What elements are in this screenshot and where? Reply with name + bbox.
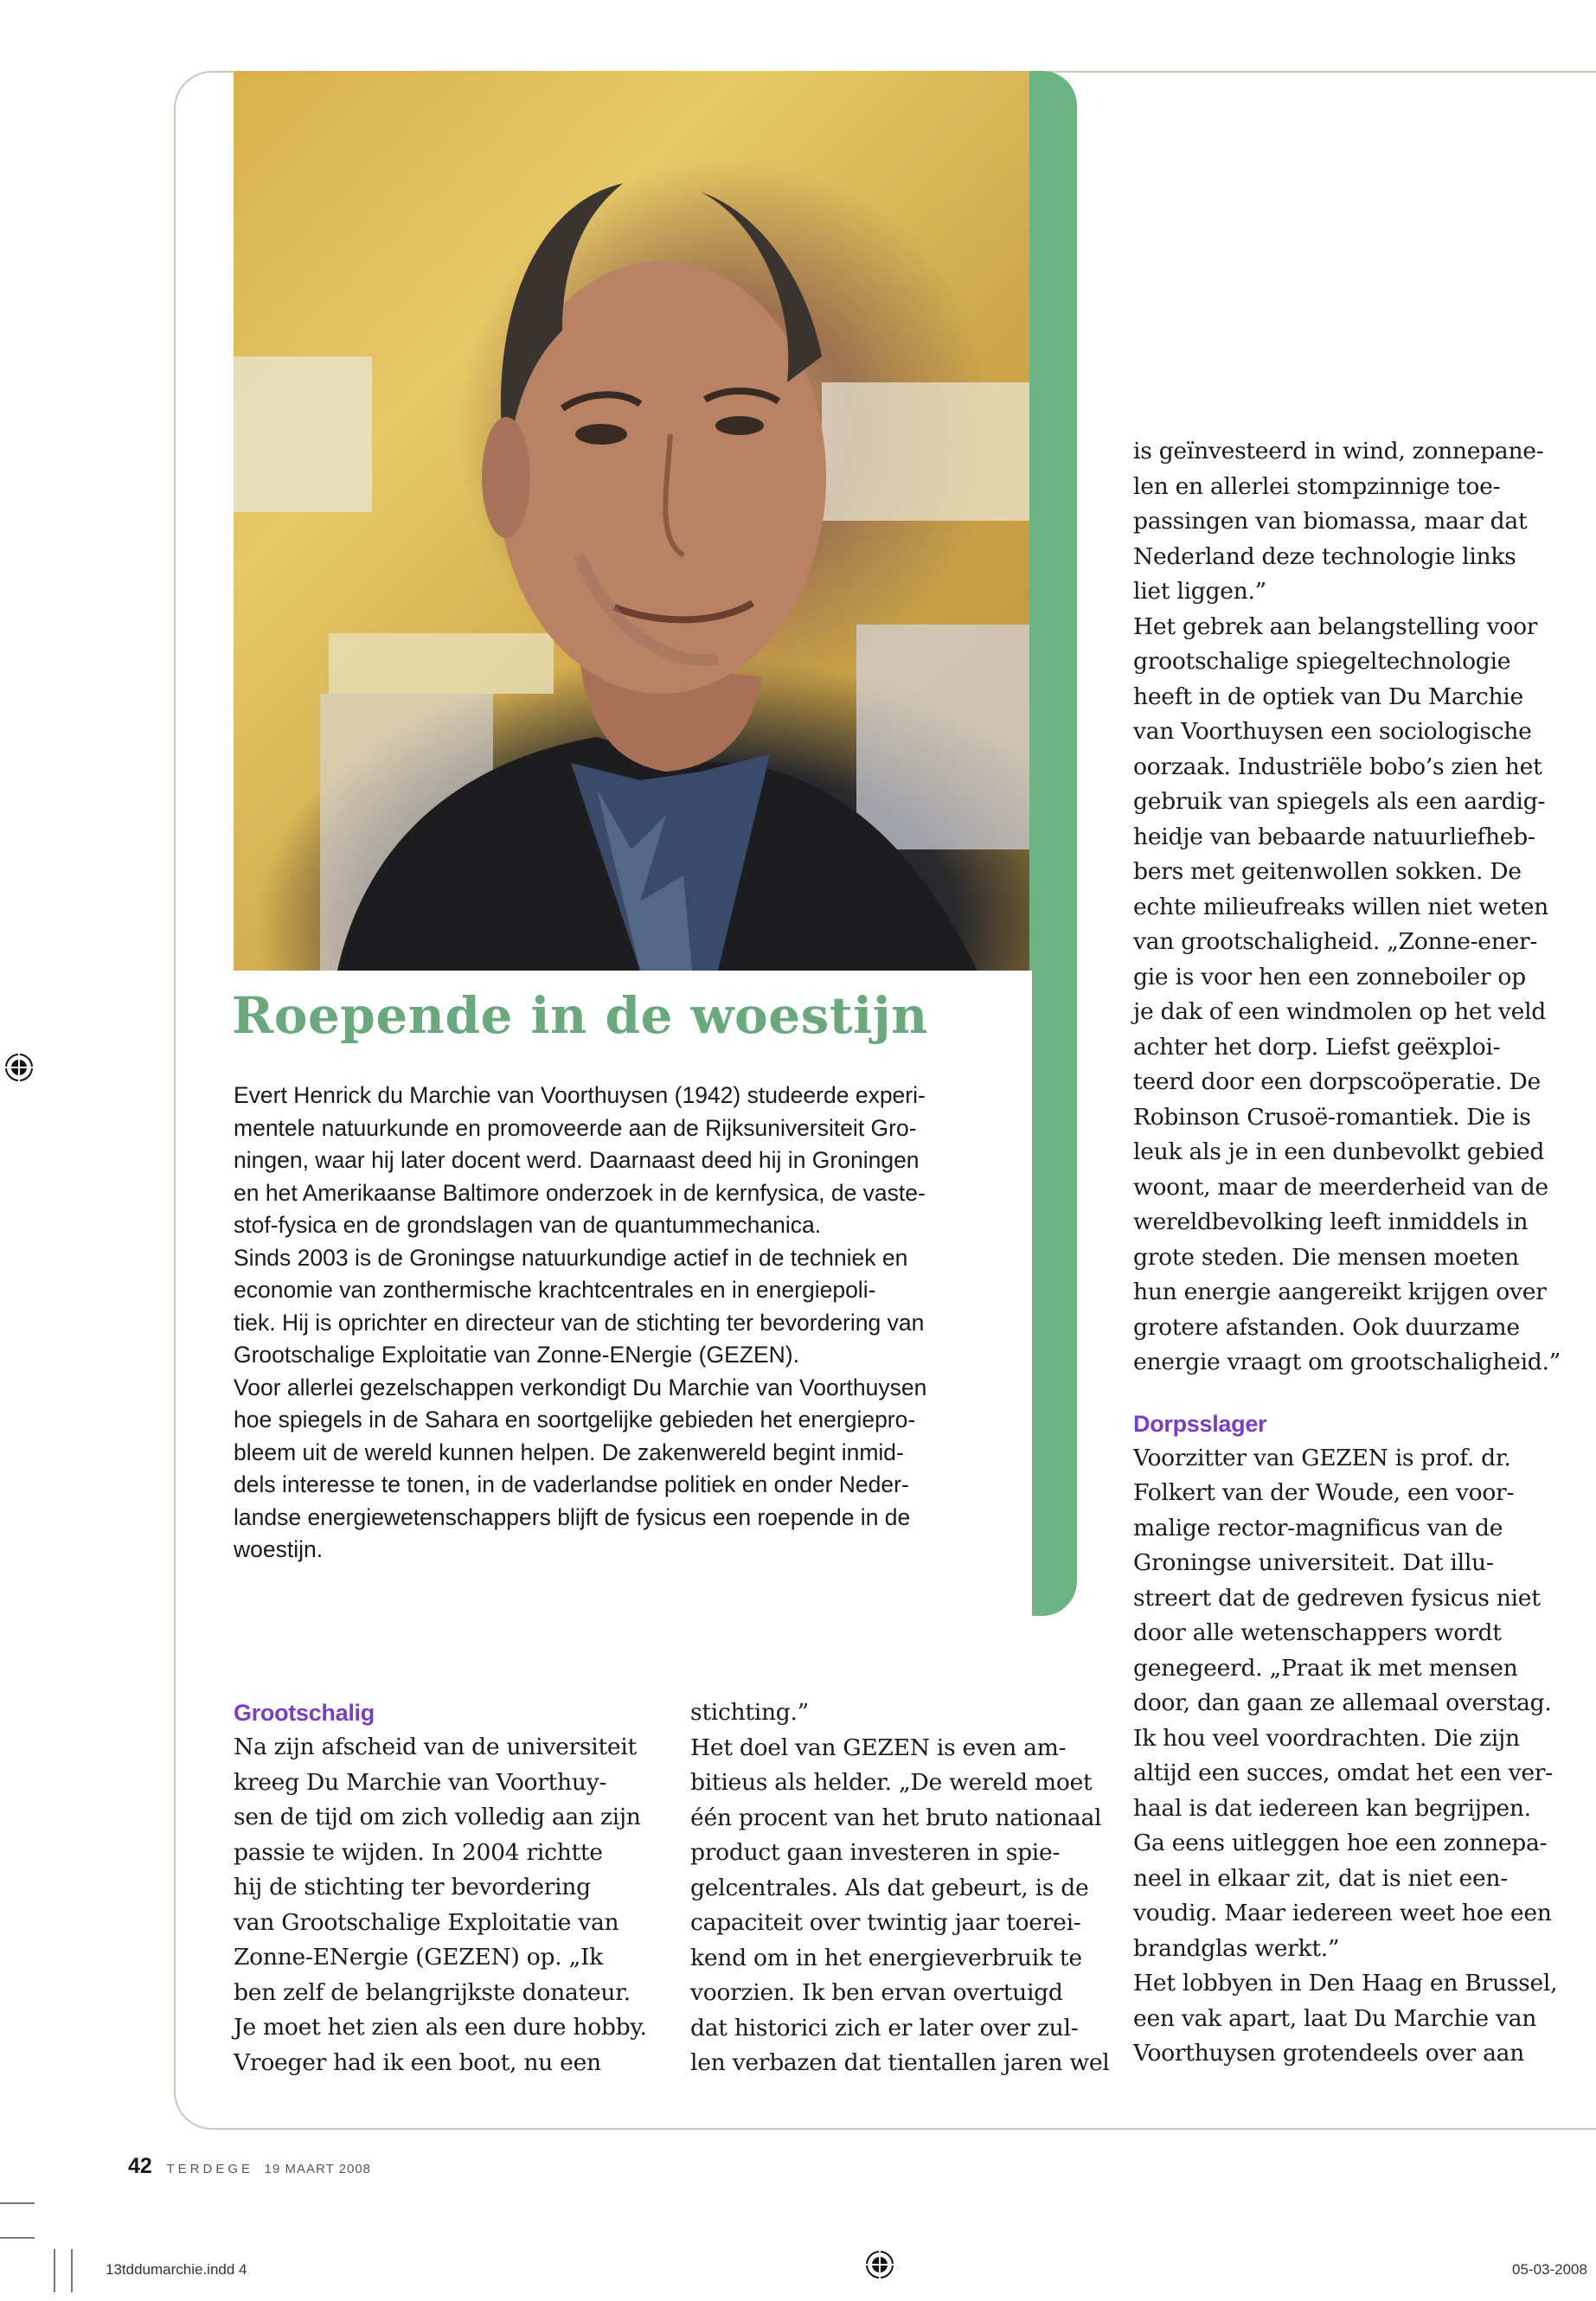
- body-line: stichting.”: [690, 1699, 809, 1726]
- body-line: Zonne-ENergie (GEZEN) op. „Ik: [234, 1944, 603, 1971]
- body-line: Ga eens uitleggen hoe een zonnepa-: [1133, 1830, 1548, 1856]
- subhead-dorpsslager: Dorpsslager: [1133, 1410, 1267, 1437]
- body-line: van Grootschalige Exploitatie van: [234, 1908, 619, 1936]
- intro-line: economie van zonthermische krachtcentrales en in energiepoli-: [234, 1277, 876, 1303]
- body-line: Folkert van der Woude, een voor-: [1133, 1479, 1515, 1506]
- slug-date: 05-03-2008: [1512, 2261, 1587, 2278]
- body-line: gie is voor hen een zonneboiler op: [1133, 963, 1526, 990]
- intro-line: Evert Henrick du Marchie van Voorthuysen (1942) studeerde experi-: [234, 1082, 926, 1108]
- intro-line: woestijn.: [234, 1536, 324, 1562]
- crop-mark: [54, 2249, 55, 2292]
- body-line: dat historici zich er later over zul-: [690, 2014, 1079, 2041]
- slug-filename: 13tddumarchie.indd 4: [106, 2261, 247, 2278]
- body-line: Groningse universiteit. Dat illu-: [1133, 1549, 1494, 1576]
- body-line: len verbazen dat tientallen jaren wel: [690, 2049, 1110, 2076]
- intro-line: en het Amerikaanse Baltimore onderzoek in de kernfysica, de vaste-: [234, 1179, 926, 1206]
- body-line: Nederland deze technologie links: [1133, 542, 1516, 570]
- body-line: je dak of een windmolen op het veld: [1133, 998, 1547, 1025]
- body-line: passingen van biomassa, maar dat: [1133, 508, 1528, 535]
- body-line: grotere afstanden. Ook duurzame: [1133, 1313, 1520, 1341]
- subhead-grootschalig: Grootschalig: [234, 1700, 375, 1726]
- body-line: achter het dorp. Liefst geëxploi-: [1133, 1033, 1501, 1061]
- body-line: van Voorthuysen een sociologische: [1133, 718, 1532, 745]
- body-line: altijd een succes, omdat het een ver-: [1133, 1759, 1553, 1786]
- body-line: Voorzitter van GEZEN is prof. dr.: [1133, 1444, 1511, 1471]
- body-line: teerd door een dorpscoöperatie. De: [1133, 1068, 1541, 1095]
- article-intro: [234, 1080, 995, 1567]
- intro-line: stof-fysica en de grondslagen van de quantummechanica.: [234, 1212, 822, 1238]
- column-middle: [690, 1695, 1140, 2081]
- intro-line: Voor allerlei gezelschappen verkondigt Du Marchie van Voorthuysen: [234, 1374, 927, 1400]
- body-line: Robinson Crusoë-romantiek. Die is: [1133, 1103, 1531, 1131]
- crop-mark: [0, 2237, 35, 2239]
- body-line: bers met geitenwollen sokken. De: [1133, 858, 1522, 885]
- body-line: genegeerd. „Praat ik met mensen: [1133, 1654, 1518, 1682]
- body-line: malige rector-magnificus van de: [1133, 1514, 1503, 1541]
- body-line: door, dan gaan ze allemaal overstag.: [1133, 1689, 1552, 1716]
- body-line: energie vraagt om grootschaligheid.”: [1133, 1349, 1561, 1375]
- body-line: Ik hou veel voordrachten. Die zijn: [1133, 1724, 1520, 1752]
- page-number: 42: [128, 2154, 152, 2178]
- body-line: is geïnvesteerd in wind, zonnepane-: [1133, 438, 1544, 465]
- body-line: echte milieufreaks willen niet weten: [1133, 893, 1548, 920]
- intro-line: tiek. Hij is oprichter en directeur van de stichting ter bevordering van: [234, 1309, 925, 1336]
- intro-line: Grootschalige Exploitatie van Zonne-ENergie (GEZEN).: [234, 1342, 799, 1368]
- body-line: hij de stichting ter bevordering: [234, 1874, 591, 1900]
- intro-line: dels interesse te tonen, in de vaderlandse politiek en onder Neder-: [234, 1471, 909, 1497]
- body-line: wereldbevolking leeft inmiddels in: [1133, 1208, 1529, 1235]
- body-line: Je moet het zien als een dure hobby.: [234, 2014, 647, 2041]
- magazine-name: TERDEGE: [166, 2162, 253, 2176]
- column-right: [1133, 434, 1592, 2072]
- body-line: een vak apart, laat Du Marchie van: [1133, 2004, 1537, 2032]
- body-line: Het lobbyen in Den Haag en Brussel,: [1133, 1970, 1558, 1997]
- body-line: neel in elkaar zit, dat is niet een-: [1133, 1864, 1508, 1892]
- intro-line: Sinds 2003 is de Groningse natuurkundige actief in de techniek en: [234, 1244, 908, 1271]
- body-line: Het gebrek aan belangstelling voor: [1133, 612, 1538, 640]
- body-line: heidje van bebaarde natuurliefheb-: [1133, 823, 1535, 850]
- registration-mark-icon: [864, 2249, 895, 2280]
- page-footer: [128, 2154, 371, 2179]
- column-left: [234, 1695, 683, 2080]
- body-line: capaciteit over twintig jaar toerei-: [690, 1909, 1081, 1936]
- intro-line: mentele natuurkunde en promoveerde aan de Rijksuniversiteit Gro-: [234, 1114, 917, 1141]
- body-line: grootschalige spiegeltechnologie: [1133, 648, 1511, 675]
- body-line: oorzaak. Industriële bobo’s zien het: [1133, 753, 1542, 780]
- body-line: één procent van het bruto nationaal: [690, 1804, 1102, 1831]
- body-line: woont, maar de meerderheid van de: [1133, 1173, 1548, 1201]
- body-line: product gaan investeren in spie-: [690, 1839, 1061, 1866]
- intro-line: hoe spiegels in de Sahara en soortgelijke gebieden het energiepro-: [234, 1407, 916, 1433]
- body-line: Vroeger had ik een boot, nu een: [234, 2048, 601, 2076]
- article-headline: Roepende in de woestijn: [232, 986, 928, 1045]
- body-line: sen de tijd om zich volledig aan zijn: [234, 1804, 641, 1830]
- body-line: Na zijn afscheid van de universiteit: [234, 1734, 637, 1760]
- body-line: voorzien. Ik ben ervan overtuigd: [690, 1979, 1063, 2006]
- body-line: leuk als je in een dunbevolkt gebied: [1133, 1138, 1545, 1165]
- body-line: Het doel van GEZEN is even am-: [690, 1734, 1067, 1761]
- body-line: gebruik van spiegels als een aardig-: [1133, 788, 1546, 815]
- registration-mark-icon: [3, 1052, 35, 1083]
- body-line: van grootschaligheid. „Zonne-ener-: [1133, 928, 1538, 955]
- body-line: kreeg Du Marchie van Voorthuy-: [234, 1768, 607, 1796]
- intro-line: landse energiewetenschappers blijft de fysicus een roepende in de: [234, 1503, 911, 1530]
- body-line: gelcentrales. Als dat gebeurt, is de: [690, 1874, 1089, 1901]
- body-line: hun energie aangereikt krijgen over: [1133, 1279, 1547, 1305]
- body-line: door alle wetenschappers wordt: [1133, 1619, 1502, 1646]
- intro-line: bleem uit de wereld kunnen helpen. De zakenwereld begint inmid-: [234, 1439, 904, 1465]
- portrait-photo: [234, 71, 1029, 971]
- crop-mark: [0, 2202, 35, 2204]
- body-line: len en allerlei stompzinnige toe-: [1133, 472, 1501, 500]
- body-line: passie te wijden. In 2004 richtte: [234, 1838, 603, 1866]
- body-line: Voorthuysen grotendeels over aan: [1133, 2040, 1525, 2067]
- body-line: ben zelf de belangrijkste donateur.: [234, 1978, 631, 2006]
- body-line: haal is dat iedereen kan begrijpen.: [1133, 1794, 1531, 1822]
- body-line: liet liggen.”: [1133, 578, 1266, 605]
- body-line: bitieus als helder. „De wereld moet: [690, 1769, 1093, 1796]
- body-line: heeft in de optiek van Du Marchie: [1133, 683, 1523, 710]
- portrait-illustration: [234, 71, 1029, 971]
- issue-date: 19 MAART 2008: [264, 2162, 372, 2176]
- intro-line: ningen, waar hij later docent werd. Daarnaast deed hij in Groningen: [234, 1147, 920, 1173]
- body-line: grote steden. Die mensen moeten: [1133, 1243, 1519, 1271]
- body-line: kend om in het energieverbruik te: [690, 1944, 1082, 1971]
- crop-mark: [71, 2249, 73, 2292]
- body-line: streert dat de gedreven fysicus niet: [1133, 1584, 1541, 1612]
- body-line: voudig. Maar iedereen weet hoe een: [1133, 1900, 1552, 1926]
- body-line: brandglas werkt.”: [1133, 1934, 1340, 1962]
